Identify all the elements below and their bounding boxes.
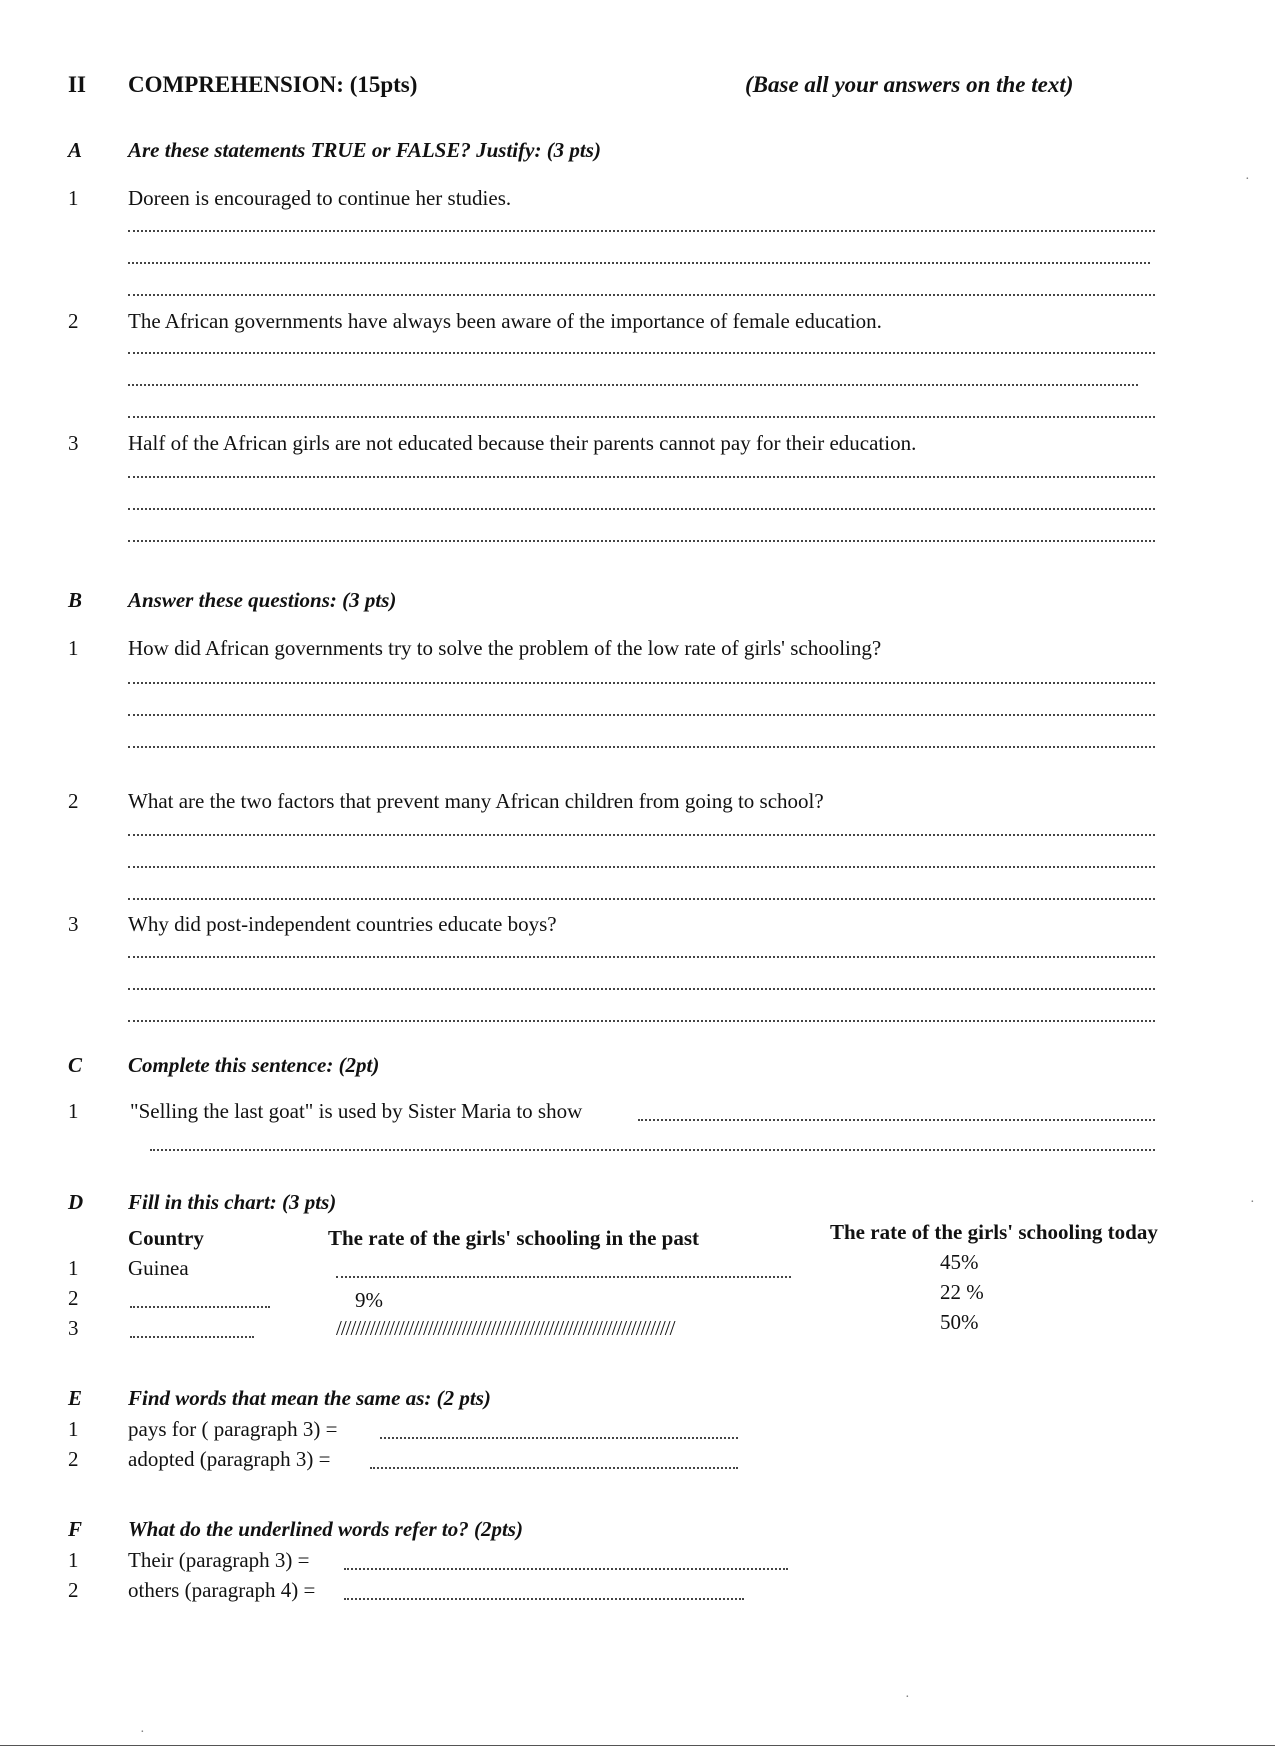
answer-line[interactable] xyxy=(370,1467,738,1469)
section-c-title: Complete this sentence: (2pt) xyxy=(128,1053,380,1077)
question-text: Why did post-independent countries educate boys? xyxy=(128,912,557,936)
chart-header-past: The rate of the girls' schooling in the past xyxy=(328,1226,699,1250)
question-text: Doreen is encouraged to continue her studies. xyxy=(128,186,512,210)
answer-line[interactable] xyxy=(128,898,1155,900)
question-text: What are the two factors that prevent many African children from going to school? xyxy=(128,789,824,813)
section-d-title: Fill in this chart: (3 pts) xyxy=(128,1190,337,1214)
question-text: "Selling the last goat" is used by Sister Maria to show xyxy=(130,1099,583,1123)
answer-line[interactable] xyxy=(128,540,1155,542)
section-f-letter: F xyxy=(68,1517,83,1541)
question-number: 1 xyxy=(68,1417,79,1441)
question-text: pays for ( paragraph 3) = xyxy=(128,1417,338,1441)
section-f-title: What do the underlined words refer to? (2pts) xyxy=(128,1517,523,1541)
section-title: COMPREHENSION: (15pts) xyxy=(128,72,418,97)
question-number: 1 xyxy=(68,636,79,660)
scan-speck: · xyxy=(905,1690,910,1705)
chart-country-blank[interactable] xyxy=(130,1306,270,1308)
section-a-letter: A xyxy=(68,138,83,162)
page-bottom-rule xyxy=(0,1745,1275,1746)
answer-line[interactable] xyxy=(128,714,1155,716)
chart-today-value: 50% xyxy=(940,1310,979,1334)
question-number: 2 xyxy=(68,1578,79,1602)
answer-line[interactable] xyxy=(128,476,1155,478)
question-text: The African governments have always been aware of the importance of female education. xyxy=(128,309,882,333)
chart-header-today: The rate of the girls' schooling today xyxy=(830,1220,1158,1244)
answer-line[interactable] xyxy=(128,294,1155,296)
question-number: 2 xyxy=(68,1447,79,1471)
question-number: 1 xyxy=(68,186,79,210)
answer-line[interactable] xyxy=(128,230,1155,232)
scan-speck: · xyxy=(1250,1195,1255,1210)
answer-line[interactable] xyxy=(344,1568,788,1570)
section-b-letter: B xyxy=(68,588,83,612)
answer-line[interactable] xyxy=(128,988,1155,990)
section-d-letter: D xyxy=(68,1190,84,1214)
answer-line[interactable] xyxy=(128,262,1150,264)
answer-line[interactable] xyxy=(128,866,1155,868)
chart-today-value: 45% xyxy=(940,1250,979,1274)
section-number: II xyxy=(68,72,86,97)
question-text: others (paragraph 4) = xyxy=(128,1578,316,1602)
answer-line[interactable] xyxy=(128,834,1155,836)
answer-line[interactable] xyxy=(128,384,1138,386)
question-number: 3 xyxy=(68,431,79,455)
answer-line[interactable] xyxy=(128,682,1155,684)
question-number: 2 xyxy=(68,789,79,813)
question-number: 1 xyxy=(68,1099,79,1123)
section-b-title: Answer these questions: (3 pts) xyxy=(128,588,397,612)
answer-line[interactable] xyxy=(128,746,1155,748)
chart-past-blank[interactable] xyxy=(336,1276,791,1278)
header-instruction: (Base all your answers on the text) xyxy=(745,72,1074,97)
question-text: How did African governments try to solve the problem of the low rate of girls' schooling? xyxy=(128,636,882,660)
section-e-letter: E xyxy=(68,1386,83,1410)
answer-line[interactable] xyxy=(128,508,1155,510)
answer-line[interactable] xyxy=(638,1119,1155,1121)
chart-today-value: 22 % xyxy=(940,1280,984,1304)
question-text: Half of the African girls are not educated because their parents cannot pay for their education. xyxy=(128,431,917,455)
chart-header-country: Country xyxy=(128,1226,204,1250)
section-c-letter: C xyxy=(68,1053,83,1077)
answer-line[interactable] xyxy=(128,352,1155,354)
answer-line[interactable] xyxy=(344,1598,744,1600)
scan-speck: · xyxy=(140,1725,145,1740)
chart-country: Guinea xyxy=(128,1256,189,1280)
question-text: adopted (paragraph 3) = xyxy=(128,1447,331,1471)
chart-country-blank[interactable] xyxy=(130,1336,254,1338)
section-e-title: Find words that mean the same as: (2 pts) xyxy=(128,1386,491,1410)
answer-line[interactable] xyxy=(380,1437,738,1439)
answer-line[interactable] xyxy=(128,956,1155,958)
question-number: 2 xyxy=(68,309,79,333)
chart-past-hatched: ////////////////////////////////////////////////////////////////////// xyxy=(336,1316,675,1340)
answer-line[interactable] xyxy=(128,1020,1155,1022)
question-number: 1 xyxy=(68,1548,79,1572)
answer-line[interactable] xyxy=(150,1149,1155,1151)
question-text: Their (paragraph 3) = xyxy=(128,1548,310,1572)
chart-row-number: 1 xyxy=(68,1256,79,1280)
section-a-title: Are these statements TRUE or FALSE? Justify: (3 pts) xyxy=(128,138,601,162)
question-number: 3 xyxy=(68,912,79,936)
chart-row-number: 2 xyxy=(68,1286,79,1310)
scan-speck: · xyxy=(1245,172,1250,187)
chart-past-value: 9% xyxy=(355,1288,383,1312)
chart-row-number: 3 xyxy=(68,1316,79,1340)
answer-line[interactable] xyxy=(128,416,1155,418)
